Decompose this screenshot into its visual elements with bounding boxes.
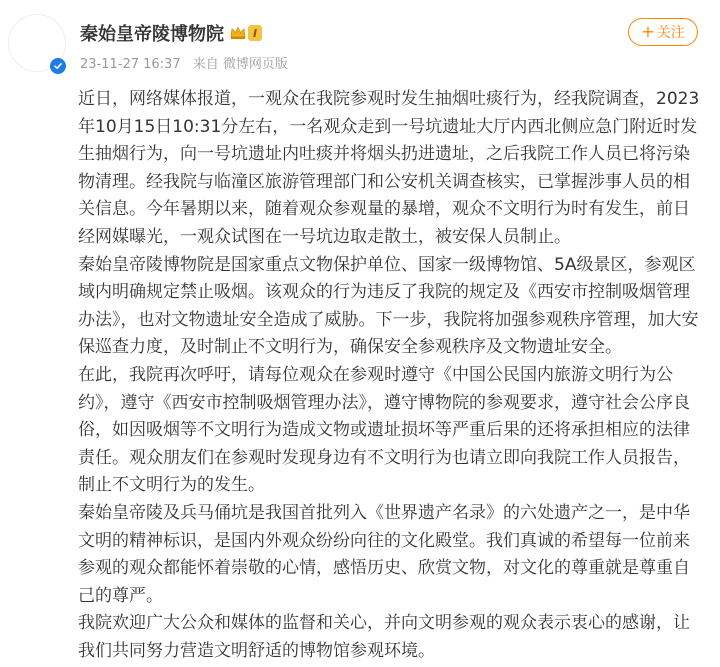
post-paragraph: 近日，网络媒体报道，一观众在我院参观时发生抽烟吐痰行为，经我院调查，2023年10月15日10:31分左右，一名观众走到一号坑遗址大厅内西北侧应急门附近时发生抽烟行为，向一号坑遗址内吐痰并将烟头扔进遗址，之后我院工作人员已将污染物清理。经我院与临潼区旅游管理部门和公安机关调查核实，已掌握涉事人员的相关信息。今年暑期以来，随着观众参观量的暴增，观众不文明行为时有发生，前日经网媒曝光，一观众试图在一号坑边取走散土，被安保人员制止。: [78, 89, 700, 247]
post-source: 来自 微博网页版: [192, 57, 288, 72]
level-badge[interactable]: I: [248, 25, 262, 41]
post-timestamp[interactable]: 23-11-27 16:37: [80, 57, 181, 72]
post-paragraph: 秦始皇帝陵博物院是国家重点文物保护单位、国家一级博物馆、5A级景区，参观区域内明确规定禁止吸烟。该观众的行为违反了我院的规定及《西安市控制吸烟管理办法》，也对文物遗址安全造成了威胁。下一步，我院将加强参观秩序管理，加大安保巡查力度，及时制止不文明行为，确保安全参观秩序及文物遗址安全。: [78, 254, 699, 358]
verified-badge-icon: [48, 56, 68, 76]
post-paragraph: 在此，我院再次呼吁，请每位观众在参观时遵守《中国公民国内旅游文明行为公约》，遵守《西安市控制吸烟管理办法》，遵守博物院的参观要求，遵守社会公序良俗，如因吸烟等不文明行为造成文物或遗址损坏等严重后果的还将承担相应的法律责任。观众朋友们在参观时发现身边有不文明行为也请立即向我院工作人员报告，制止不文明行为的发生。: [78, 364, 690, 496]
crown-icon[interactable]: [230, 26, 246, 40]
plus-icon: +: [641, 22, 655, 41]
post-paragraph: 我院欢迎广大公众和媒体的监督和关心，并向文明参观的观众表示衷心的感谢，让我们共同努力营造文明舒适的博物馆参观环境。: [78, 613, 690, 661]
post-meta: [80, 53, 288, 72]
author-row: [80, 20, 262, 46]
author-name[interactable]: 秦始皇帝陵博物院: [80, 24, 224, 45]
follow-label: 关注: [656, 25, 685, 41]
post-content: [78, 86, 701, 665]
post-paragraph: 秦始皇帝陵及兵马俑坑是我国首批列入《世界遗产名录》的六处遗产之一，是中华文明的精神标识，是国内外观众纷纷向往的文化殿堂。我们真诚的希望每一位前来参观的观众都能怀着崇敬的心情，感悟历史、欣赏文物，对文化的尊重就是尊重自己的尊严。: [78, 502, 690, 606]
follow-button[interactable]: [628, 18, 698, 46]
